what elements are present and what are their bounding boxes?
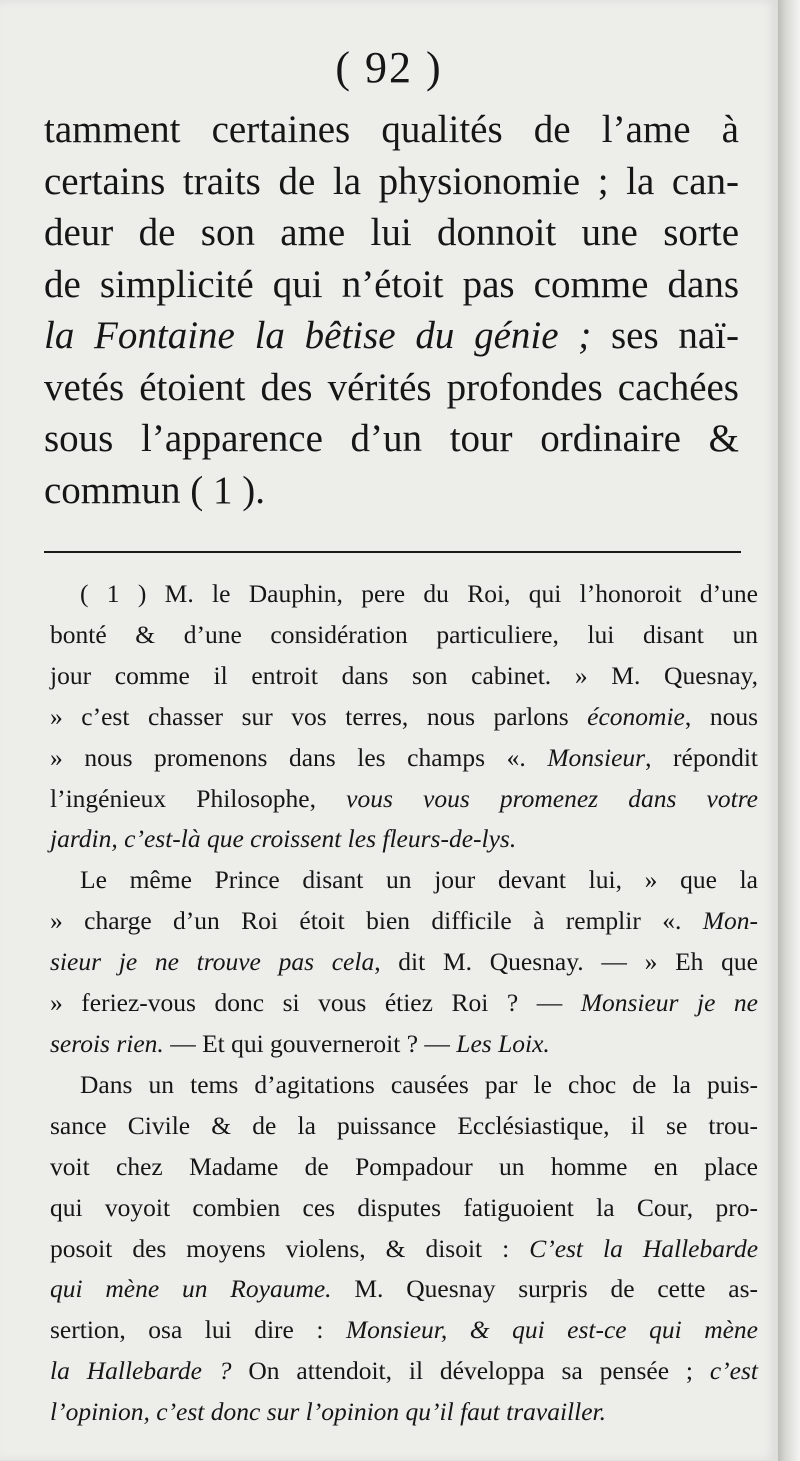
main-line	[44, 310, 739, 362]
footnote	[50, 574, 758, 1433]
text-run: » nous promenons dans les champs «.	[50, 742, 548, 772]
main-line: commun ( 1 ).	[44, 468, 265, 512]
text-run: ses naï-	[591, 314, 739, 357]
footnote-line: jour comme il entroit dans son cabinet. » M. Quesnay,	[50, 660, 758, 690]
italic-phrase: Monsieur je ne	[580, 988, 758, 1018]
text-run: , dit M. Quesnay. — » Eh que	[374, 947, 758, 977]
italic-phrase: la Hallebarde ?	[50, 1356, 232, 1386]
footnote-line: Le même Prince disant un jour devant lui, » que la	[80, 865, 758, 895]
italic-phrase: serois rien.	[50, 1028, 164, 1058]
footnote-line	[50, 1310, 758, 1351]
footnote-line: sance Civile & de la puissance Ecclésiastique, il se trou-	[50, 1110, 758, 1140]
italic-phrase: l’opinion, c’est donc sur l’opinion qu’il faut travailler.	[50, 1397, 606, 1427]
footnote-line	[50, 697, 758, 738]
italic-phrase: vous vous promenez dans votre	[346, 783, 759, 813]
main-line: sous l’apparence d’un tour ordinaire &	[44, 417, 739, 460]
italic-phrase: Monsieur, & qui est-ce qui mène	[345, 1315, 758, 1345]
page-edge	[778, 0, 800, 1461]
italic-phrase: qui mène un Royaume.	[50, 1274, 332, 1304]
footnote-line	[50, 1024, 758, 1065]
footnote-paragraph-1	[50, 574, 758, 860]
italic-phrase: c’est	[709, 1356, 758, 1386]
main-line: deur de son ame lui donnoit une sorte	[44, 211, 739, 254]
footnote-line	[50, 1392, 758, 1433]
text-run: , répondit	[645, 742, 758, 772]
text-run: » charge d’un Roi étoit bien difficile à remplir «.	[50, 906, 703, 936]
text-run: M. Quesnay surpris de cette as-	[331, 1274, 758, 1304]
italic-phrase: Mon-	[702, 906, 758, 936]
text-run: » c’est chasser sur vos terres, nous parlons	[50, 701, 588, 731]
text-run: — Et qui gouverneroit ? —	[163, 1028, 457, 1058]
footnote-line	[50, 819, 758, 860]
footnote-line: ( 1 ) M. le Dauphin, pere du Roi, qui l’honoroit d’une	[80, 579, 758, 608]
page-number: ( 92 )	[335, 43, 443, 92]
text-run: sertion, osa lui dire :	[50, 1315, 346, 1345]
italic-phrase: Monsieur	[547, 742, 646, 772]
italic-phrase: la Fontaine la bêtise du génie ;	[44, 314, 592, 357]
italic-phrase: jardin, c’est-là que croissent les fleurs-de-lys.	[50, 824, 517, 854]
footnote-line	[50, 983, 758, 1024]
main-line: tamment certaines qualités de l’ame à	[44, 108, 739, 151]
text-run: , nous	[684, 701, 758, 731]
main-text	[44, 104, 739, 516]
italic-phrase: sieur je ne trouve pas cela	[50, 947, 375, 977]
text-run: l’ingénieux Philosophe,	[50, 783, 347, 813]
main-line: de simplicité qui n’étoit pas comme dans	[44, 262, 739, 306]
footnote-line	[50, 942, 758, 983]
footnote-line	[50, 1229, 758, 1270]
text-run: » feriez-vous donc si vous étiez Roi ? —	[50, 988, 581, 1018]
footnote-line	[50, 901, 758, 942]
italic-phrase: C’est la Hallebarde	[529, 1233, 759, 1263]
footnote-line	[50, 738, 758, 779]
italic-phrase: économie	[587, 701, 685, 731]
footnote-line: voit chez Madame de Pompadour un homme en place	[50, 1151, 758, 1181]
footnote-paragraph-3	[50, 1065, 758, 1433]
footnote-line	[50, 1351, 758, 1392]
italic-phrase: Les Loix.	[456, 1028, 550, 1058]
text-run: On attendoit, il développa sa pensée ;	[231, 1356, 710, 1386]
main-line: vetés étoient des vérités profondes cachées	[44, 365, 739, 409]
footnote-line	[50, 1269, 758, 1310]
text-run: posoit des moyens violens, & disoit :	[50, 1233, 530, 1263]
footnote-line	[50, 779, 758, 820]
footnote-paragraph-2	[50, 860, 758, 1065]
footnote-line: bonté & d’une considération particuliere, lui disant un	[50, 619, 758, 649]
main-line: certains traits de la physionomie ; la can-	[44, 159, 739, 203]
footnote-separator	[44, 551, 741, 553]
footnote-line: Dans un tems d’agitations causées par le choc de la puis-	[80, 1069, 758, 1099]
footnote-line: qui voyoit combien ces disputes fatiguoient la Cour, pro-	[50, 1192, 758, 1222]
